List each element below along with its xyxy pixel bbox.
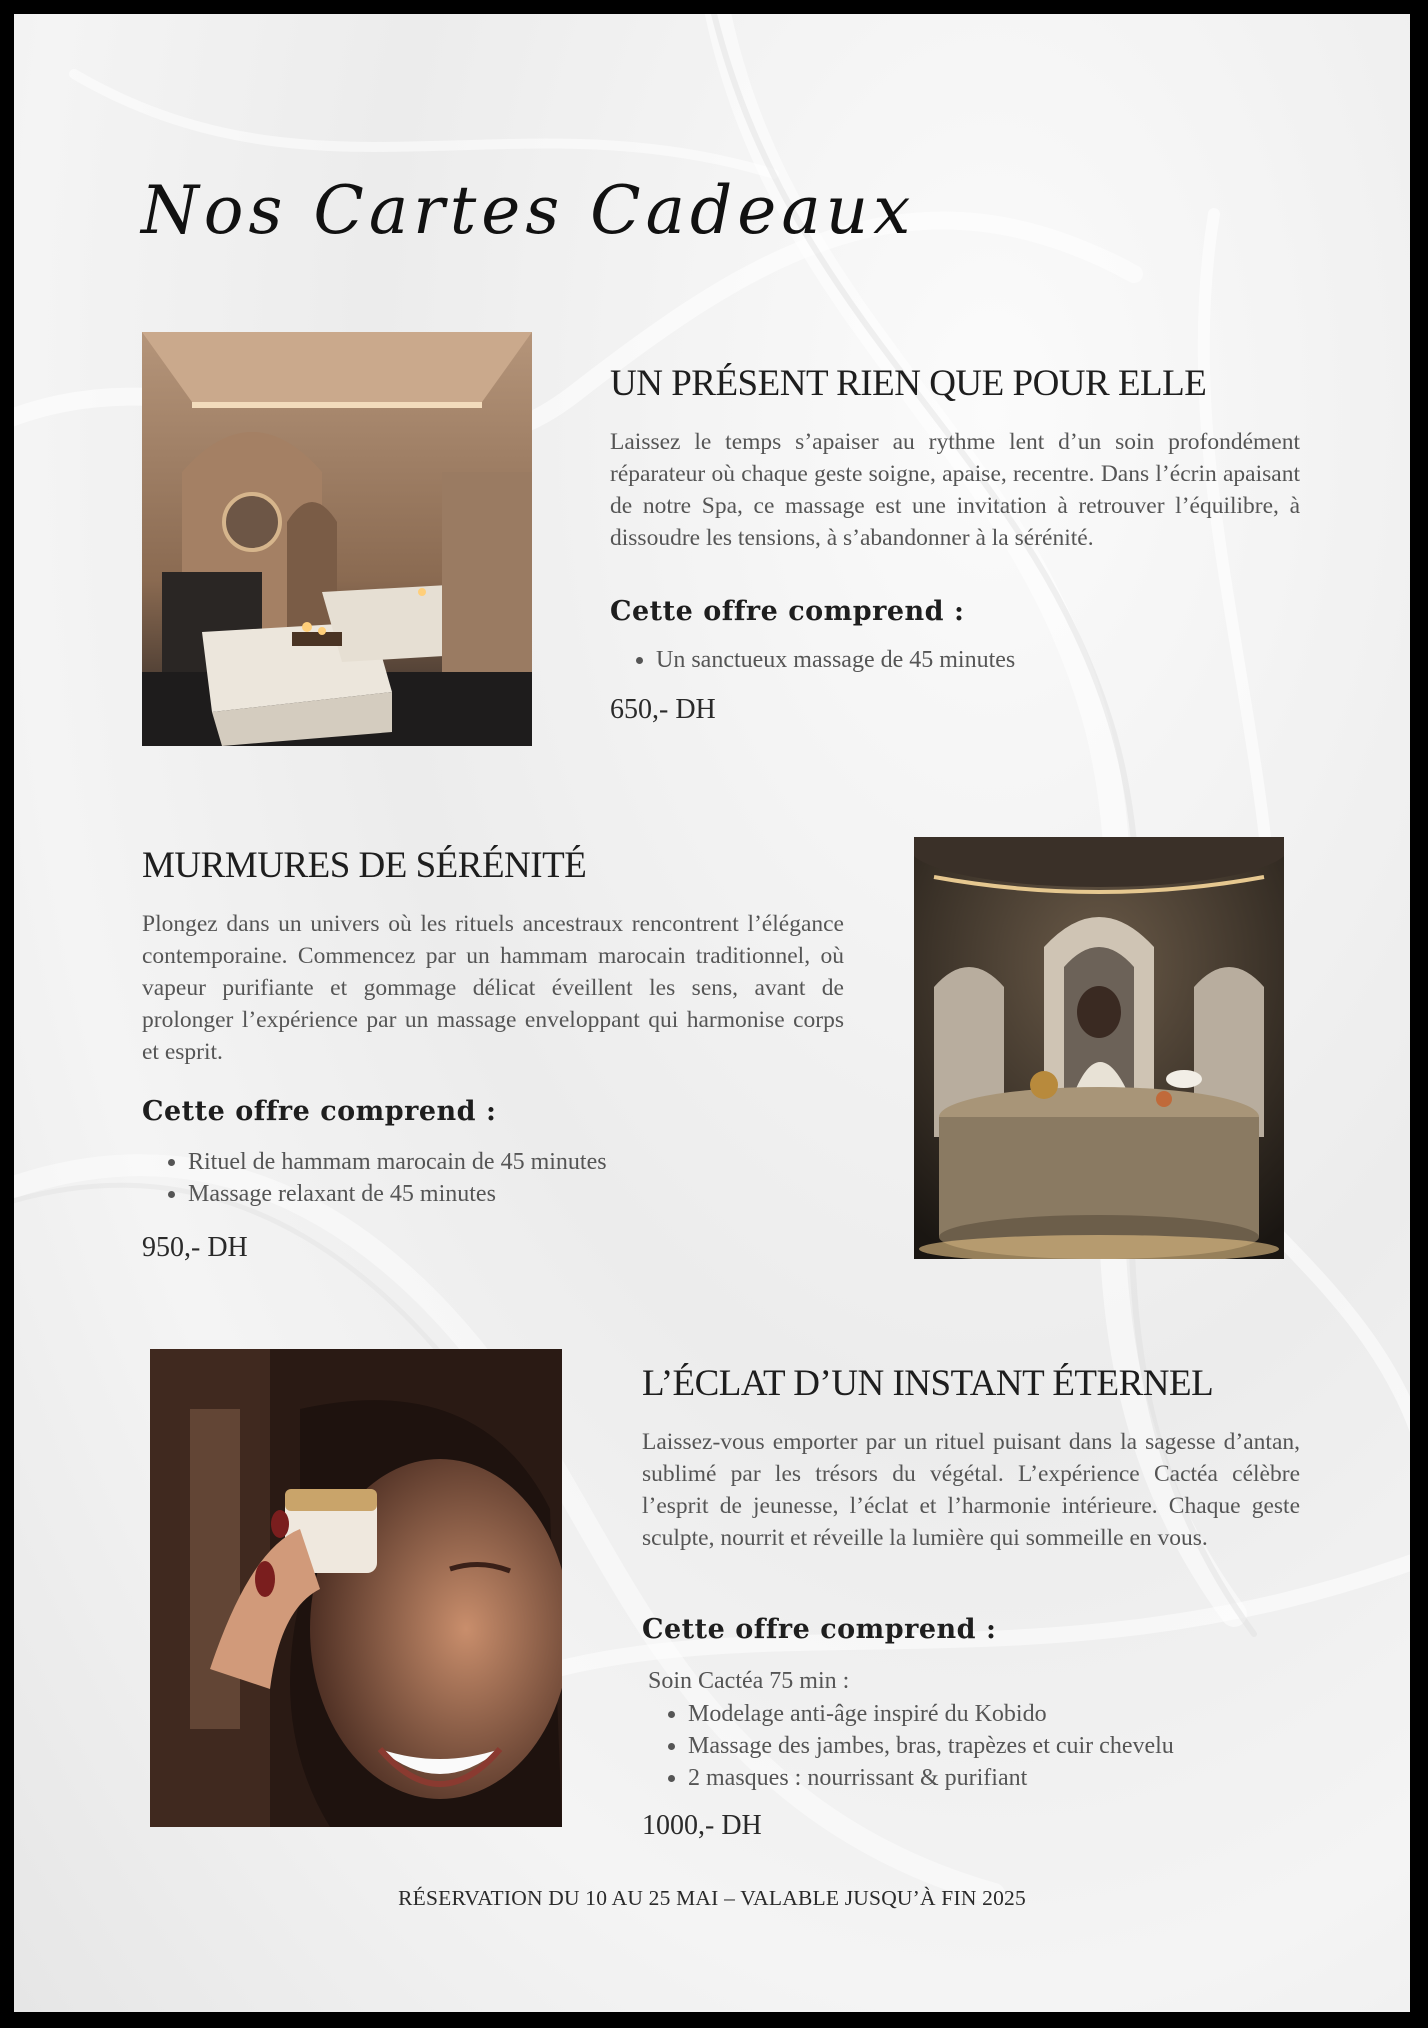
card-2-description: Plongez dans un univers où les rituels ancestraux rencontrent l’élégance contemporaine. Commencez par un hammam marocain traditionnel, où vapeur purifiante et gommage délicat éveillent les sens, avant de prolonger l’expérience par un massage enveloppant qui harmonise corps et esprit. (142, 911, 844, 1065)
list-item: • Un sanctueux massage de 45 minutes (656, 644, 1346, 676)
list-item: • Modelage anti-âge inspiré du Kobido (688, 1698, 1368, 1730)
card-2-offer-label: Cette offre comprend : (142, 1096, 497, 1127)
list-item: • Massage relaxant de 45 minutes (188, 1178, 890, 1210)
card-1-offer-label: Cette offre comprend : (610, 596, 965, 627)
card-3-heading: L’ÉCLAT D’UN INSTANT ÉTERNEL (642, 1363, 1214, 1404)
spa-room-photo (142, 332, 532, 746)
card-2-heading: MURMURES DE SÉRÉNITÉ (142, 845, 587, 886)
list-item: • Massage des jambes, bras, trapèzes et cuir chevelu (688, 1730, 1368, 1762)
page-title: Nos Cartes Cadeaux (141, 172, 916, 249)
hammam-photo (914, 837, 1284, 1259)
card-3-description: Laissez-vous emporter par un rituel puisant dans la sagesse d’antan, sublimé par les trésors du végétal. L’expérience Cactéa célèbre l’esprit de jeunesse, l’éclat et l’harmonie intérieure. Chaque geste sculpte, nourrit et réveille la lumière qui sommeille en vous. (642, 1429, 1300, 1551)
list-item: • Rituel de hammam marocain de 45 minutes (188, 1146, 890, 1178)
card-2-price: 950,- DH (142, 1232, 248, 1263)
card-3-offer-label: Cette offre comprend : (642, 1614, 997, 1645)
card-3-items (642, 1698, 1368, 1794)
list-item: • 2 masques : nourrissant & purifiant (688, 1762, 1368, 1794)
card-3-price: 1000,- DH (642, 1810, 762, 1841)
reservation-footer: RÉSERVATION DU 10 AU 25 MAI – VALABLE JUSQU’À FIN 2025 (398, 1886, 1026, 1910)
card-1-items (610, 644, 1346, 676)
card-1-heading: UN PRÉSENT RIEN QUE POUR ELLE (610, 363, 1207, 404)
woman-cream-photo (150, 1349, 562, 1827)
gift-card-page (14, 14, 1410, 2012)
card-1-price: 650,- DH (610, 694, 716, 725)
card-2-items (142, 1146, 890, 1210)
card-3-lead: Soin Cactéa 75 min : (648, 1668, 850, 1694)
card-1-description: Laissez le temps s’apaiser au rythme lent d’un soin profondément réparateur où chaque geste soigne, apaise, recentre. Dans l’écrin apaisant de notre Spa, ce massage est une invitation à retrouver l’équilibre, à dissoudre les tensions, à s’abandonner à la sérénité. (610, 429, 1300, 551)
